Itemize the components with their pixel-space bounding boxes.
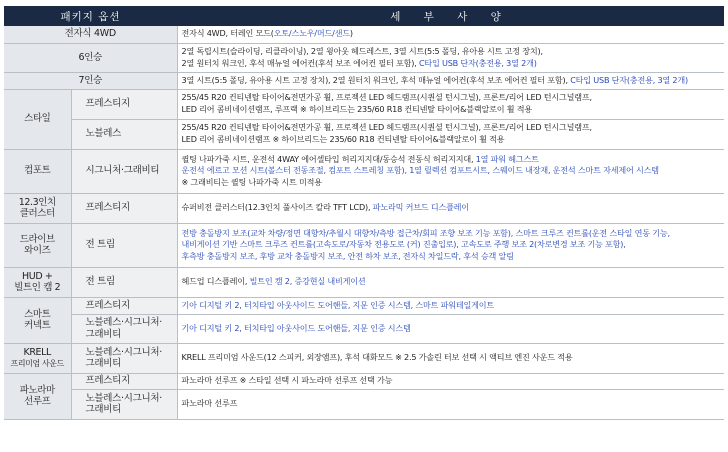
category-comfort: 컴포트 [4,149,71,193]
row-label-7seat: 7인승 [4,72,177,89]
row-desc-6seat: 2열 독립시트(슬라이딩, 리클라이닝), 2열 윙아웃 헤드레스트, 3열 시트(5:5 폴딩, 유아용 시트 고정 장치), 2열 원터치 워크인, 후석 매뉴얼 에어컨(후석 보조 에어컨 필터 포함), C타입 USB 단자(충전용, 3열 2개) [177,43,724,72]
trim-noblesse-signature-gravity: 노블레스·시그니처· 그래비티 [71,343,177,373]
table-row [4,43,724,72]
row-desc-hud: 헤드업 디스플레이, 빌트인 캠 2, 증강현실 내비게이션 [177,267,724,297]
table-row [4,119,724,149]
category-style: 스타일 [4,89,71,149]
row-desc-drive-wise: 전방 충돌방지 보조(교차 차량/정면 대향차/추월시 대향차/측방 접근차/회피 조향 보조 기능 포함), 스마트 크루즈 컨트롤(운전 스타일 연동 기능, 내비게이션 기반 스마트 크루즈 컨트롤(고속도로/자동차 전용도로 (커) 진출입로), 고속도로 주행 보조 2(차로변경 보조 기능 포함), 후측방 충돌방지 보조, 후방 교차 충돌방지 보조, 안전 하차 보조, 전자식 차일드락, 후석 승객 알림 [177,223,724,267]
category-cluster: 12.3인치 클러스터 [4,193,71,223]
table-row [4,389,724,419]
table-row [4,297,724,314]
trim-noblesse-signature-gravity: 노블레스·시그니처· 그래비티 [71,389,177,419]
table-row [4,267,724,297]
row-desc-smart-prestige: 기아 디지털 키 2, 터치타입 아웃사이드 도어핸들, 지문 인증 시스템, 스마트 파워테일게이트 [177,297,724,314]
trim-prestige: 프레스티지 [71,373,177,389]
trim-noblesse-signature-gravity: 노블레스·시그니처· 그래비티 [71,314,177,343]
category-krell: KRELL 프리미엄 사운드 [4,343,71,373]
table-row [4,149,724,193]
row-desc-cluster: 슈퍼비전 클러스터(12.3인치 풀사이즈 칼라 TFT LCD), 파노라믹 커브드 디스플레이 [177,193,724,223]
trim-prestige: 프레스티지 [71,297,177,314]
table-row [4,223,724,267]
trim-noblesse: 노블레스 [71,119,177,149]
header-package-option: 패키지 옵션 [4,6,177,26]
table-row [4,314,724,343]
package-options-table [4,6,724,420]
table-row [4,373,724,389]
trim-all: 전 트림 [71,223,177,267]
table-header [4,6,724,26]
category-smart-connect: 스마트 커넥트 [4,297,71,343]
table-row [4,89,724,119]
table-row [4,193,724,223]
row-label-4wd: 전자식 4WD [4,26,177,43]
trim-prestige: 프레스티지 [71,89,177,119]
row-desc-pano-prestige: 파노라마 선루프 ※ 스타일 선택 시 파노라마 선루프 선택 가능 [177,373,724,389]
category-drive-wise: 드라이브 와이즈 [4,223,71,267]
trim-prestige: 프레스티지 [71,193,177,223]
header-detail-spec: 세 부 사 양 [177,6,724,26]
row-desc-smart-noblesse: 기아 디지털 키 2, 터치타입 아웃사이드 도어핸들, 지문 인증 시스템 [177,314,724,343]
row-desc-pano-noblesse: 파노라마 선루프 [177,389,724,419]
row-desc-style-prestige: 255/45 R20 컨티넨탈 타이어&전면가공 휠, 프로젝션 LED 헤드램프(시퀀셜 턴시그널), 프론트/리어 LED 턴시그널램프, LED 리어 콤비네이션램프, 루프랙 ※ 하이브리드는 235/60 R18 컨티넨탈 타이어&블랙알로이 휠 적용 [177,89,724,119]
trim-all: 전 트림 [71,267,177,297]
table-row [4,26,724,43]
row-desc-style-noblesse: 255/45 R20 컨티넨탈 타이어&전면가공 휠, 프로젝션 LED 헤드램프(시퀀셜 턴시그널), 프론트/리어 LED 턴시그널램프, LED 리어 콤비네이션램프 ※ 하이브리드는 235/60 R18 컨티넨탈 타이어&블랙알로이 휠 적용 [177,119,724,149]
row-desc-krell: KRELL 프리미엄 사운드(12 스피커, 외장앰프), 후석 대화모드 ※ 2.5 가솔린 터보 선택 시 액티브 엔진 사운드 적용 [177,343,724,373]
table-row [4,343,724,373]
row-desc-4wd: 전자식 4WD, 터레인 모드(오토/스노우/머드/샌드) [177,26,724,43]
row-desc-comfort: 퀼팅 나파가죽 시트, 운전석 4WAY 에어셀타입 허리지지대/동승석 전동식 허리지지대, 1열 파워 헤그스트 운전석 에르고 모션 시트(볼스터 전동조절, 컴포트 스트레칭 포함), 1열 릴렉션 컴포트시트, 스웨이드 내장재, 운전석 스마트 자세제어 시스템 ※ 그래비티는 퀼팅 나파가죽 시트 미적용 [177,149,724,193]
category-hud: HUD + 빌트인 캠 2 [4,267,71,297]
table-row [4,72,724,89]
row-label-6seat: 6인승 [4,43,177,72]
row-desc-7seat: 3열 시트(5:5 폴딩, 유아용 시트 고정 장치), 2열 원터치 워크인, 후석 매뉴얼 에어컨(후석 보조 에어컨 필터 포함), C타입 USB 단자(충전용, 3열 2개) [177,72,724,89]
trim-signature-gravity: 시그니처·그래비티 [71,149,177,193]
category-panorama-sunroof: 파노라마 선루프 [4,373,71,419]
